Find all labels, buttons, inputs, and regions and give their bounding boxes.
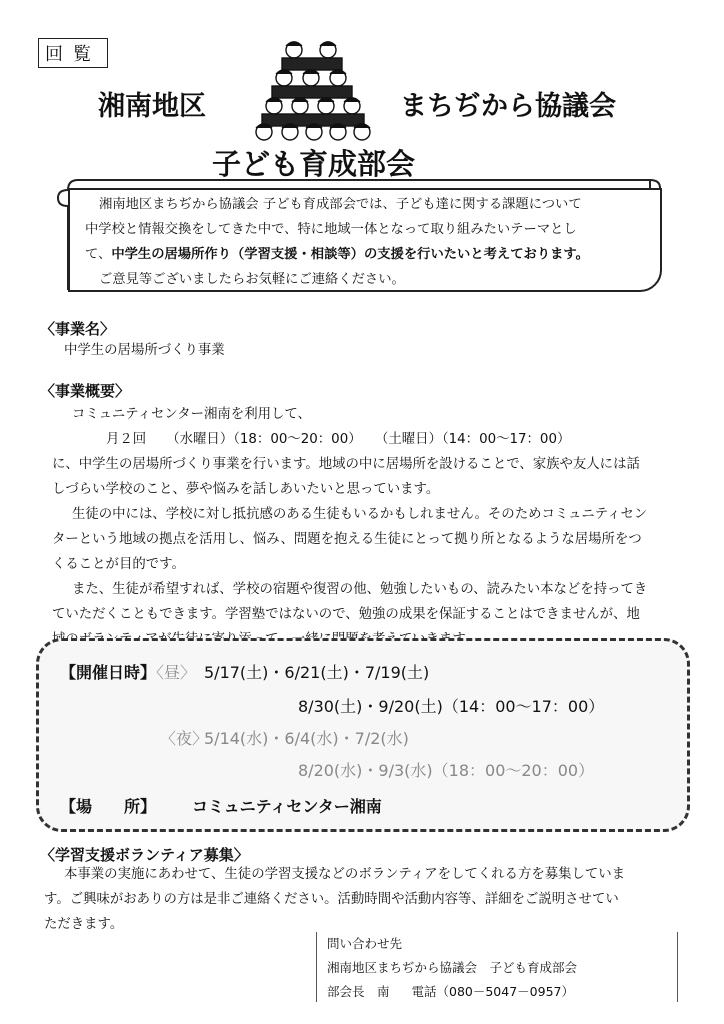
intro-line: 中学校と情報交換をしてきた中で、特に地域一体となって取り組みたいテーマとし xyxy=(85,222,577,237)
intro-line-prefix: て、 xyxy=(85,247,112,262)
council-title: まちぢから協議会 xyxy=(400,91,616,122)
night-label: 〈夜〉 xyxy=(160,729,209,748)
night-dates-1: 5/14(水)・6/4(水)・7/2(水) xyxy=(204,729,409,748)
overview-line: 月２回 （水曜日）（18：00～20：00） （土曜日）（14：00～17：00） xyxy=(106,432,571,447)
district-title: 湘南地区 xyxy=(98,91,206,122)
day-label: 〈昼〉 xyxy=(156,663,197,682)
overview-line: くることが目的です。 xyxy=(52,557,185,572)
schedule-heading: 【開催日時】 xyxy=(60,663,157,682)
overview-line: しづらい学校のこと、夢や悩みを話しあいたいと思っています。 xyxy=(52,482,440,497)
intro-line: 湘南地区まちぢから協議会 子ども育成部会では、子ども達に関する課題について xyxy=(99,197,582,212)
intro-text xyxy=(85,192,655,292)
schedule-label xyxy=(60,660,196,683)
place-value: コミュニティセンター湘南 xyxy=(192,797,382,816)
intro-line xyxy=(85,242,655,267)
volunteer-text xyxy=(44,862,694,937)
overview-line: また、生徒が希望すれば、学校の宿題や復習の他、勉強したいもの、読みたい本などを持ってき xyxy=(72,582,648,597)
overview-heading: 〈事業概要〉 xyxy=(40,382,131,400)
project-name-heading: 〈事業名〉 xyxy=(40,320,116,338)
children-pyramid-icon xyxy=(256,42,370,140)
overview-line: に、中学生の居場所づくり事業を行います。地域の中に居場所を設けることで、家族や友人には話 xyxy=(52,457,640,472)
circulation-stamp: 回覧 xyxy=(38,38,108,68)
day-dates-2: 8/30(土)・9/20(土)（14：00～17：00） xyxy=(298,697,605,716)
night-dates-2: 8/20(水)・9/3(水)（18：00～20：00） xyxy=(298,761,595,780)
intro-line: ご意見等ございましたらお気軽にご連絡ください。 xyxy=(99,272,405,287)
contact-box xyxy=(316,932,678,1002)
volunteer-line: ただきます。 xyxy=(44,917,124,932)
contact-line xyxy=(327,980,677,1004)
project-name-value: 中学生の居場所づくり事業 xyxy=(64,343,225,358)
contact-person: 部会長 南 xyxy=(327,984,390,999)
place-label: 【場 所】 xyxy=(60,797,157,816)
subcommittee-title: 子ども育成部会 xyxy=(212,147,416,181)
intro-line-emphasis: 中学生の居場所作り（学習支援・相談等）の支援を行いたいと考えております。 xyxy=(111,247,589,262)
contact-title: 問い合わせ先 xyxy=(327,936,403,951)
volunteer-line: す。ご興味がおありの方は是非ご連絡ください。活動時間や活動内容等、詳細をご説明させてい xyxy=(44,892,619,907)
volunteer-line: 本事業の実施にあわせて、生徒の学習支援などのボランティアをしてくれる方を募集していま xyxy=(64,867,626,882)
overview-line: 生徒の中には、学校に対し抵抗感のある生徒もいるかもしれません。そのためコミュニティセン xyxy=(72,507,648,522)
volunteer-heading: 〈学習支援ボランティア募集〉 xyxy=(40,846,249,864)
contact-phone: 電話（080－5047－0957） xyxy=(411,984,574,999)
day-dates-1: 5/17(土)・6/21(土)・7/19(土) xyxy=(204,663,430,682)
contact-org: 湘南地区まちぢから協議会 子ども育成部会 xyxy=(327,960,578,975)
overview-text xyxy=(52,402,692,652)
overview-line: ていただくこともできます。学習塾ではないので、勉強の成果を保証することはできませんが、地 xyxy=(52,607,640,622)
overview-line: ターという地域の拠点を活用し、悩み、問題を抱える生徒にとって拠り所となるような居場所をつ xyxy=(52,532,642,547)
children-illustration xyxy=(248,36,380,146)
overview-line: コミュニティセンター湘南を利用して、 xyxy=(72,407,311,422)
